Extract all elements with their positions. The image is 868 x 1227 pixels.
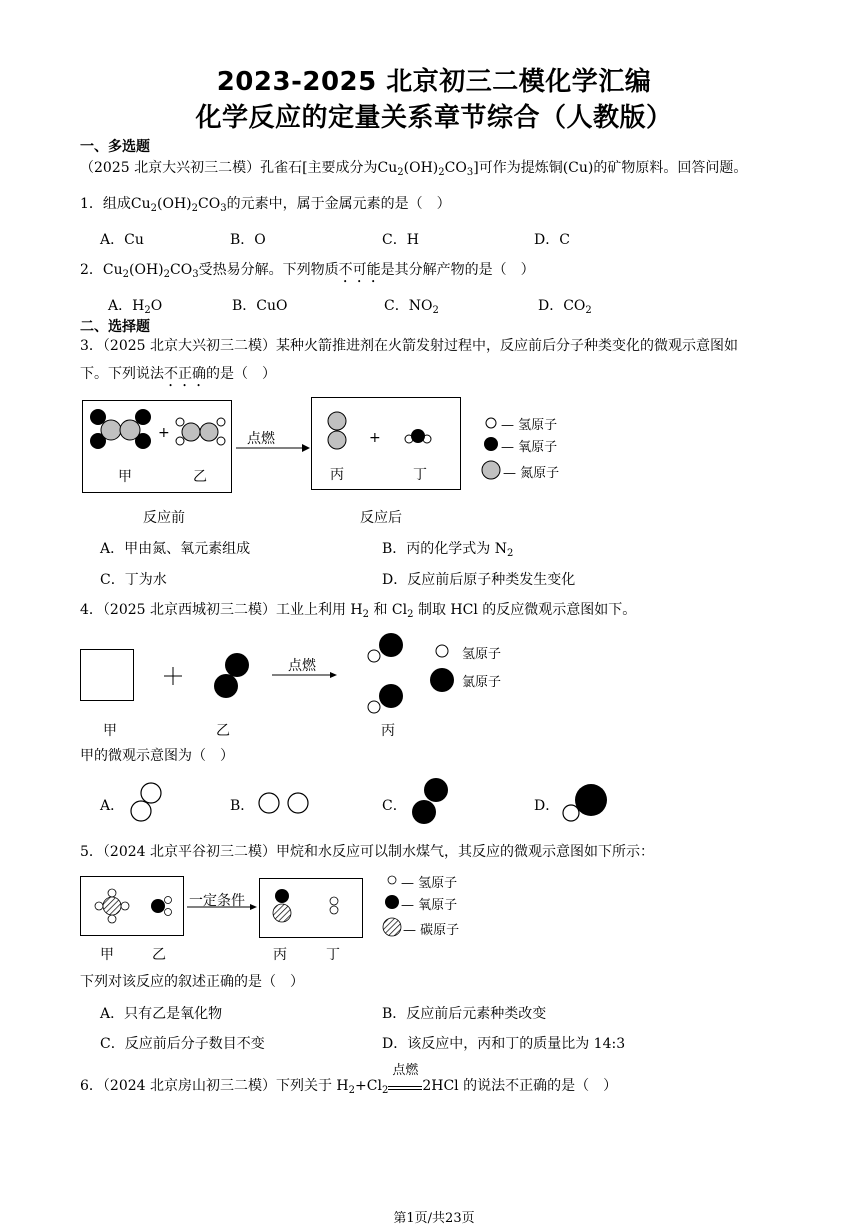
q5-hydrogen-atom bbox=[121, 902, 129, 910]
q5-option-c[interactable]: C．反应前后分子数目不变 bbox=[100, 1036, 265, 1052]
q5-legend-oxygen: — 氧原子 bbox=[401, 898, 458, 913]
q2-option-d[interactable]: D．$CO_2$ bbox=[538, 298, 592, 316]
q5-option-b[interactable]: B．反应前后元素种类改变 bbox=[382, 1006, 547, 1022]
q1-option-a[interactable]: A．Cu bbox=[100, 232, 144, 248]
question-4-stem: 4．（2025 北京西城初三二模）工业上利用 $H_2$ 和 $Cl_2$ 制取 HCl 的反应微观示意图如下。 bbox=[80, 602, 637, 620]
question-1-stem: 1．组成$Cu_2(OH)_2CO_3$的元素中，属于金属元素的是（ ） bbox=[80, 196, 451, 214]
q1-option-c[interactable]: C．H bbox=[382, 232, 419, 248]
q5-hydrogen-atom bbox=[165, 897, 172, 904]
q1-option-d[interactable]: D．C bbox=[534, 232, 570, 248]
q3-option-c[interactable]: C．丁为水 bbox=[100, 572, 167, 588]
q6-equation-condition: 点燃 bbox=[388, 1077, 422, 1090]
oxygen-atom-legend-icon bbox=[385, 895, 399, 909]
q3-label-yi: 乙 bbox=[193, 469, 207, 485]
svg-text:+: + bbox=[369, 430, 381, 446]
q1-option-b[interactable]: B．O bbox=[230, 232, 266, 248]
question-2-stem: 2．$Cu_2(OH)_2CO_3$受热易分解。下列物质不可能是其分解产物的是（ ） bbox=[80, 262, 535, 280]
q5-option-d[interactable]: D．该反应中，丙和丁的质量比为 14:3 bbox=[382, 1036, 626, 1052]
q4-option-b[interactable]: B． bbox=[230, 798, 255, 814]
question-4-ask: 甲的微观示意图为（ ） bbox=[80, 748, 234, 764]
q5-carbon-atom bbox=[103, 897, 121, 915]
q3-legend-hydrogen: — 氢原子 bbox=[501, 418, 558, 433]
q4-label-bing: 丙 bbox=[381, 723, 395, 739]
q2-option-b[interactable]: B．CuO bbox=[232, 298, 288, 314]
q5-oxygen-atom bbox=[151, 899, 165, 913]
q3-label-bing: 丙 bbox=[330, 467, 344, 483]
q3-option-b[interactable]: B．丙的化学式为 $N_2$ bbox=[382, 541, 514, 559]
question-3-stem-line1: 3．（2025 北京大兴初三二模）某种火箭推进剂在火箭发射过程中，反应前后分子种类变化的微观示意图如 bbox=[80, 338, 738, 354]
q3-after-label: 反应后 bbox=[360, 510, 402, 526]
q5-carbon-atom bbox=[273, 904, 291, 922]
hydrogen-atom-legend-icon bbox=[388, 876, 396, 884]
carbon-atom-legend-icon bbox=[383, 918, 401, 936]
q4-label-yi: 乙 bbox=[216, 723, 230, 739]
q4-option-d[interactable]: D． bbox=[534, 798, 560, 814]
intro-text: （2025 北京大兴初三二模）孔雀石[主要成分为$Cu_2(OH)_2CO_3$]可作为提炼铜(Cu)的矿物原料。回答问题。 bbox=[80, 160, 748, 178]
q5-hydrogen-atom bbox=[165, 909, 172, 916]
q2-option-c[interactable]: C．$NO_2$ bbox=[384, 298, 439, 316]
question-5-ask: 下列对该反应的叙述正确的是（ ） bbox=[80, 974, 304, 990]
section-heading-multiple-choice: 一、多选题 bbox=[80, 139, 150, 155]
q3-legend-nitrogen: — 氮原子 bbox=[503, 466, 560, 481]
q5-hydrogen-atom bbox=[330, 897, 338, 905]
q5-hydrogen-atom bbox=[108, 889, 116, 897]
q3-condition-label: 点燃 bbox=[247, 431, 275, 447]
q5-legend-hydrogen: — 氢原子 bbox=[401, 876, 458, 891]
q3-legend-oxygen: — 氧原子 bbox=[501, 440, 558, 455]
q5-hydrogen-atom bbox=[330, 906, 338, 914]
q4-option-c[interactable]: C． bbox=[382, 798, 407, 814]
q5-hydrogen-atom bbox=[95, 902, 103, 910]
question-5-stem: 5．（2024 北京平谷初三二模）甲烷和水反应可以制水煤气，其反应的微观示意图如下所示： bbox=[80, 844, 654, 860]
q5-label-yi: 乙 bbox=[152, 947, 166, 963]
q3-label-ding: 丁 bbox=[413, 467, 427, 483]
q5-condition-label: 一定条件 bbox=[189, 893, 245, 909]
q4-option-a[interactable]: A． bbox=[100, 798, 125, 814]
q3-option-d[interactable]: D．反应前后原子种类发生变化 bbox=[382, 572, 576, 588]
q4-label-jia: 甲 bbox=[103, 723, 117, 739]
q2-option-a[interactable]: A．$H_2O$ bbox=[108, 298, 163, 316]
page-footer: 第1页/共23页 bbox=[393, 1211, 475, 1226]
q5-legend-carbon: — 碳原子 bbox=[403, 923, 460, 938]
page-title: 2023-2025 北京初三二模化学汇编 bbox=[216, 67, 652, 97]
q4-legend-chlorine: 氯原子 bbox=[462, 675, 502, 690]
q5-option-a[interactable]: A．只有乙是氧化物 bbox=[100, 1006, 223, 1022]
q5-label-jia: 甲 bbox=[100, 947, 114, 963]
q5-label-ding: 丁 bbox=[326, 947, 340, 963]
q5-label-bing: 丙 bbox=[273, 947, 287, 963]
section-heading-choice: 二、选择题 bbox=[80, 319, 150, 335]
q5-hydrogen-atom bbox=[108, 915, 116, 923]
page-subtitle: 化学反应的定量关系章节综合（人教版） bbox=[195, 103, 673, 133]
question-6-stem: 6．（2024 北京房山初三二模）下列关于 $H_2+Cl_2$ 点燃 2HCl 的说法不正确的是（ ） bbox=[80, 1063, 618, 1096]
q4-legend-hydrogen: 氢原子 bbox=[462, 647, 502, 662]
q3-option-a[interactable]: A．甲由氮、氧元素组成 bbox=[100, 541, 251, 557]
q4-condition-label: 点燃 bbox=[288, 658, 316, 674]
q5-oxygen-atom bbox=[275, 889, 289, 903]
q3-before-label: 反应前 bbox=[143, 510, 185, 526]
q3-plus-sign: + bbox=[158, 425, 170, 441]
q3-label-jia: 甲 bbox=[118, 469, 132, 485]
question-3-stem-line2: 下。下列说法不正确的是（ ） bbox=[80, 366, 276, 382]
